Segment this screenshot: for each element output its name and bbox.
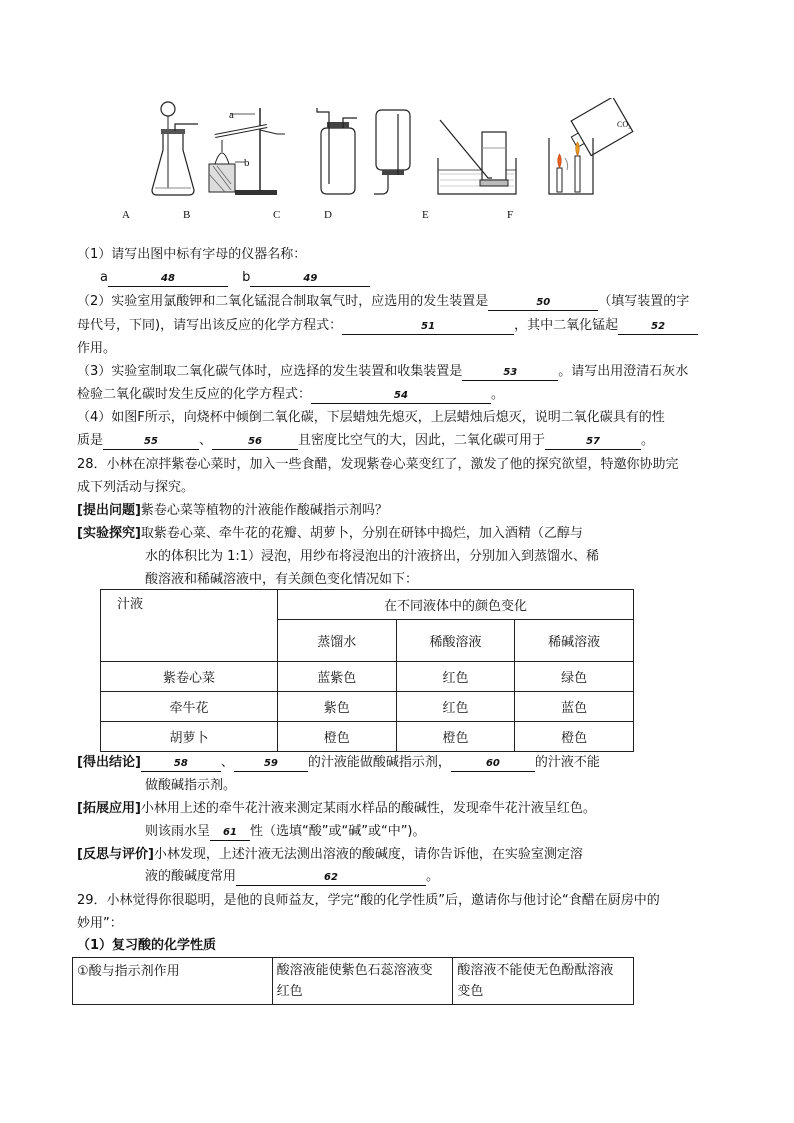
- blank-52[interactable]: 52: [618, 320, 698, 335]
- header-group: 在不同液体中的颜色变化: [277, 590, 633, 620]
- blank-49[interactable]: 49: [250, 272, 370, 287]
- color-change-table: [100, 589, 634, 752]
- table-row: 牵牛花 紫色 红色 蓝色: [101, 692, 634, 722]
- table-row: 紫卷心菜 蓝紫色 红色 绿色: [101, 662, 634, 692]
- q28-conclusion-line2: 做酸碱指示剂。: [145, 778, 237, 793]
- part-a-label: a: [229, 109, 234, 121]
- q27-part4-line1: （4）如图F所示，向烧杯中倾倒二氧化碳，下层蜡烛先熄灭，上层蜡烛后熄灭，说明二氧化碳具有的性: [77, 410, 665, 425]
- co2-label: CO₂: [617, 120, 631, 129]
- q27-part1: （1）请写出图中标有字母的仪器名称：: [77, 247, 307, 262]
- blank-56[interactable]: 56: [212, 435, 298, 450]
- header-juice: 汁液: [101, 590, 278, 662]
- blank-51[interactable]: 51: [342, 320, 514, 335]
- flask-apparatus-ab: [148, 100, 200, 200]
- blank-55[interactable]: 55: [103, 435, 199, 450]
- q28-exp-line3: 酸溶液和稀碱溶液中，有关颜色变化情况如下：: [145, 572, 419, 587]
- heating-apparatus-c: [205, 104, 290, 199]
- label-c: C: [273, 209, 281, 221]
- q29-intro-line2: 妙用”：: [77, 916, 123, 931]
- q27-part2-line2: 母代号，下同)，请写出该反应的化学方程式： 51 ，其中二氧化锰起 52: [77, 316, 698, 336]
- blank-50[interactable]: 50: [488, 296, 598, 311]
- blank-48[interactable]: 48: [108, 272, 228, 287]
- blank-61[interactable]: 61: [210, 826, 250, 841]
- label-e: E: [422, 209, 429, 221]
- q27-part1-blanks: a 48 b 49: [100, 268, 370, 288]
- label-a: A: [122, 209, 130, 221]
- blank-53[interactable]: 53: [462, 366, 558, 381]
- gas-bottle-d2: [370, 104, 414, 198]
- gas-bottle-d1: [313, 104, 357, 198]
- blank-58[interactable]: 58: [141, 757, 221, 772]
- q29-intro-line1: 29．小林觉得你很聪明，是他的良师益友，学完“酸的化学性质”后，邀请你与他讨论“食醋在厨房中的: [77, 893, 660, 908]
- q28-conclusion-line1: [得出结论] 58 、 59 的汁液能做酸碱指示剂， 60 的汁液不能: [77, 755, 600, 770]
- table-row: ①酸与指示剂作用 酸溶液能使紫色石蕊溶液变 红色 酸溶液不能使无色酚酞溶液 变色: [73, 958, 634, 1005]
- q29-section-title: （1）复习酸的化学性质: [77, 938, 217, 953]
- table-row: 胡萝卜 橙色 橙色 橙色: [101, 722, 634, 752]
- q28-application-line1: [拓展应用]小林用上述的牵牛花汁液来测定某雨水样品的酸碱性，发现牵牛花汁液呈红色。: [77, 801, 596, 816]
- q27-part3-line1: （3）实验室制取二氧化碳气体时，应选择的发生装置和收集装置是 53 。请写出用澄清石灰水: [77, 364, 689, 379]
- q28-intro-line1: 28．小林在凉拌紫卷心菜时，加入一些食醋，发现紫卷心菜变红了，激发了他的探究欲望，特邀你协助完: [77, 457, 679, 472]
- blank-62[interactable]: 62: [236, 871, 426, 886]
- co2-candle-f: [543, 98, 638, 198]
- header-distilled-water: 蒸馏水: [277, 620, 396, 662]
- label-d: D: [324, 209, 332, 221]
- water-trough-e: [436, 118, 518, 198]
- q27-part4-line2: 质是 55 、 56 且密度比空气的大，因此，二氧化碳可用于 57 。: [77, 433, 655, 448]
- q28-reflection-line2: 液的酸碱度常用 62 。: [145, 869, 440, 884]
- blank-54[interactable]: 54: [311, 389, 491, 404]
- q28-exp-line1: [实验探究]取紫卷心菜、牵牛花的花瓣、胡萝卜，分别在研钵中捣烂，加入酒精（乙醇与: [77, 526, 583, 541]
- label-f: F: [507, 209, 514, 221]
- part-b-label: b: [244, 157, 250, 169]
- q27-part2-line1: （2）实验室用氯酸钾和二氧化锰混合制取氧气时，应选用的发生装置是 50 （填写装置的字: [77, 294, 690, 309]
- blank-60[interactable]: 60: [451, 757, 535, 772]
- q27-part3-line2: 检验二氧化碳时发生反应的化学方程式： 54 。: [77, 387, 505, 402]
- q28-ask: [提出问题]紫卷心菜等植物的汁液能作酸碱指示剂吗？: [77, 503, 388, 518]
- q28-application-line2: 则该雨水呈 61 性（选填“酸”或“碱”或“中”)。: [145, 824, 426, 839]
- q28-intro-line2: 成下列活动与探究。: [77, 480, 195, 495]
- q28-exp-line2: 水的体积比为 1:1）浸泡，用纱布将浸泡出的汁液挤出，分别加入到蒸馏水、稀: [145, 549, 600, 564]
- acid-property-table: [72, 957, 634, 1005]
- q27-part2-line3: 作用。: [77, 341, 117, 356]
- blank-57[interactable]: 57: [545, 435, 641, 450]
- header-dilute-acid: 稀酸溶液: [396, 620, 515, 662]
- blank-59[interactable]: 59: [234, 757, 308, 772]
- label-b: B: [183, 209, 191, 221]
- header-dilute-base: 稀碱溶液: [515, 620, 634, 662]
- q28-reflection-line1: [反思与评价]小林发现，上述汁液无法测出溶液的酸碱度，请你告诉他，在实验室测定溶: [77, 847, 583, 862]
